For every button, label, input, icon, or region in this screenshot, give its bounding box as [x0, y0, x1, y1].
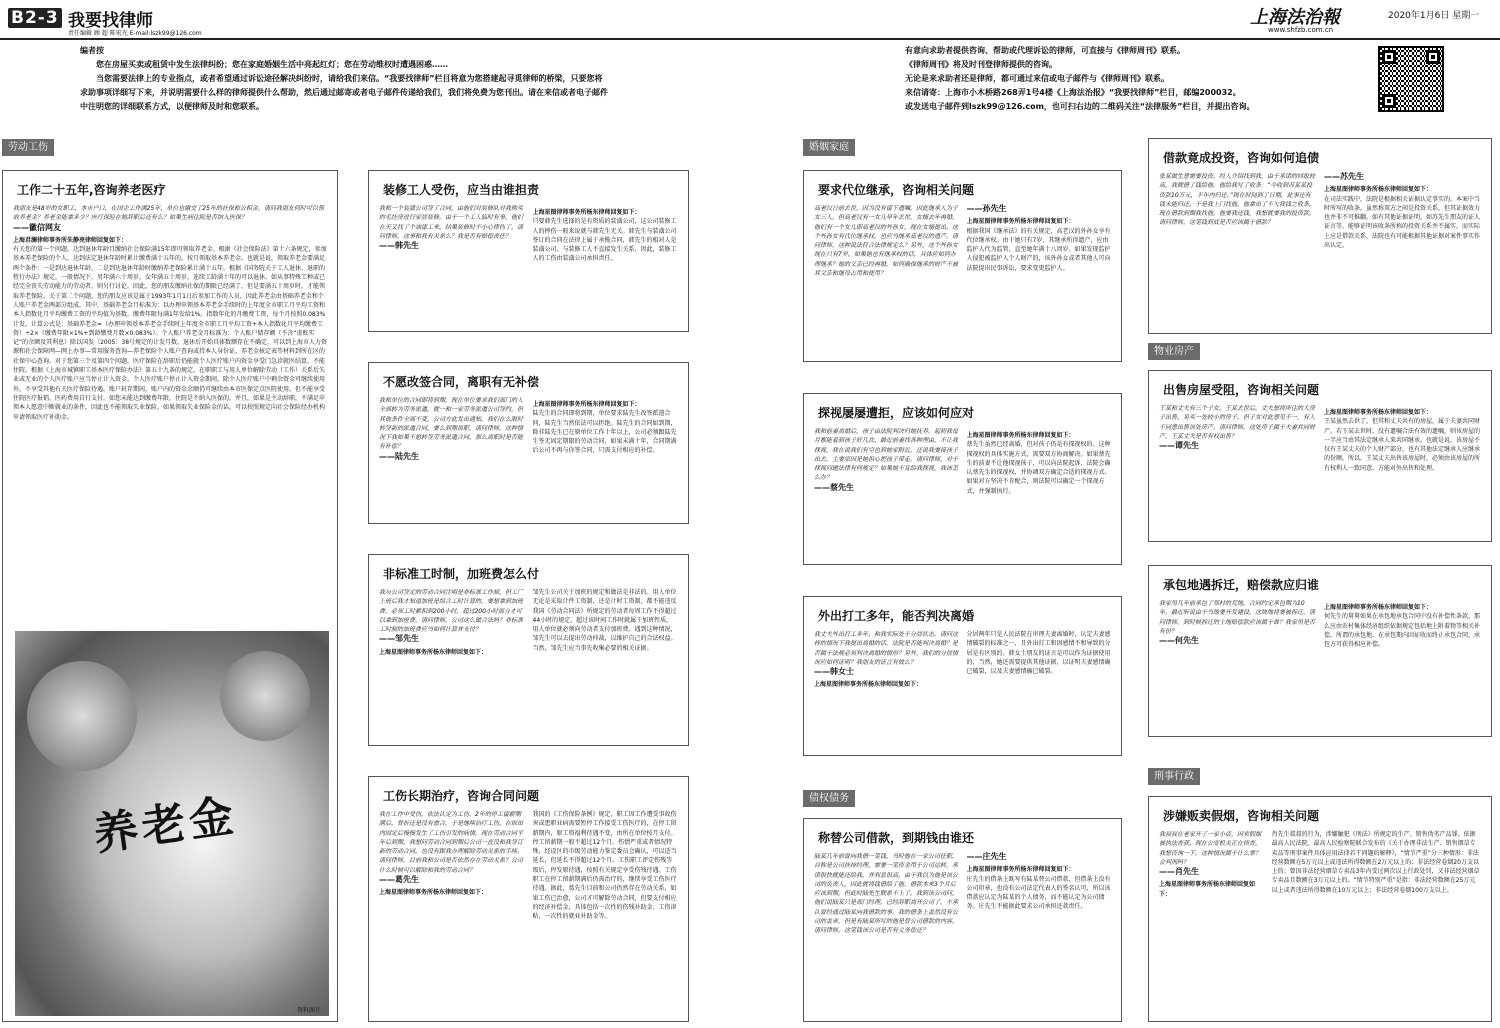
article-body: 邹先生公司关于加班的规定和做法是非法的。用人单位无论是采取计件工资制，还是计时工资制，都不能违反我国《劳动合同法》所规定的劳动者每周工作不得超过44小时的规定，超过该时间工作时就属于加班性质，用人单位就必须向劳动者支付加班费。遇到这种情况，邹先生可以去提出劳动仲裁，以维护自己的合法权益。当然，邹先生应当事先收集必要的相关证据。 [532, 589, 677, 652]
article-body: 庄先生的借条上既写有陆某替公司借款，但借条上没有公司印章，也没有公司法定代表人的签名认可，所以该借款应认定为陆某的个人债务，而不能认定为公司债务。庄先生不能据此要求公司承担还款责任。 [966, 875, 1111, 911]
article-lawyer: 上海星图律师事务所杨东律师回复如下： [379, 889, 488, 897]
article-question: 我和前妻离婚后，孩子由法院判决归她抚养。起初我每月都能看到孩子好几次，最近前妻找各种理由，不让我探视，我在说我们有空也到她家附近，还说我要接孩子出去，主要原因是她担心把孩子带走。请问律师，对于探视问题法律有何规定？如果她不肯给我探视，我该怎么办？ [814, 428, 959, 482]
article-title: 要求代位继承，咨询相关问题 [818, 183, 975, 197]
article-title: 称替公司借款，到期钱由谁还 [818, 831, 975, 845]
article-question: 陆某几年前曾向我借一笔钱，当时他在一家公司任职，自称是公司扶持经理，需要一笔资金用于公司运转，承诺很快就能还给我，并利息很高。由于我以为他是该公司的负责人，因此就将钱借给了他。借款本来3个月后应该到期，但此时陆先生联系不上了，我到该公司问，他们说陆某只是部门经理，已经辞职离开公司了，不承认曾经通过陆某向我借款的事。我的借条上盖然没有公司的盖章，但是有陆某所写的他是替公司借款的内容。请问律师，这笔钱该公司是否有义务偿还？ [814, 853, 959, 935]
article-asker: ——陆先生 [379, 451, 419, 461]
article-asker: ——庄先生 [966, 852, 1007, 861]
article-question: 王某和丈夫有三个子女，王某去世后，丈夫想将所住的大房子出售，另买一处较小的房子。但子女对此意见不一，有人不同意出售该处房产。请问律师，这处房子属于夫妻共同财产，王某丈夫是否有权出售？ [1159, 405, 1316, 440]
editor-line: 责任编辑 顾 超 陈宏光 E-mail:lszk99@126.com [68, 30, 202, 37]
article-question: 我丈夫外出打工多年，和我实际处于分居状态。请问这样的情况下我提出离婚的话，法院是否能判决离婚？是否属于法规必须判决离婚的情形？另外，我们的分居情况应如何证明？我朋友的证言有效么？ [814, 631, 959, 666]
article-divorce [803, 596, 1122, 756]
article-title: 承包地遇拆迁，赔偿款应归谁 [1163, 578, 1320, 592]
article-body: 我国的《工伤保险条例》规定，职工因工作遭受事故伤害或患职业病需要暂停工作接受工伤医疗的，在停工留薪期内，原工资福利待遇不变，由所在单位按月支付。停工留薪期一般不超过12个月。伤情严重或者情况特殊，经设区的市级劳动能力鉴定委员会确认，可以适当延长，但延长不得超过12个月。工伤职工评定伤残等级后，停发原待遇，按照有关规定享受伤残待遇。工伤职工在停工留薪期满后仍需治疗的，继续享受工伤医疗待遇。据此，葛先生目前和公司仍然存在劳动关系，如果工伤已治愈，公司才可解除劳动合同，但要支付相应的经济补偿金，具体包括一次性的伤残补助金、工伤津贴、一次性的就业补助金等。 [532, 811, 677, 921]
article-injury [368, 776, 689, 1022]
article-title: 借款竟成投资，咨询如何追债 [1163, 151, 1320, 165]
article-question: 我叔叔在老家开了一家小店，因卖假烟被执法查获，现在公安机关正在侦查，我想咨询一下，这种情况属于什么罪？会判刑吗？ [1159, 831, 1262, 866]
editor-note [80, 44, 610, 114]
article-asker: ——韩先生 [379, 241, 419, 251]
article-question: 我朋友是48岁的女职工，本市户口，在国企工作满25年，单位也缴交了25年的社保和公积金。请问我朋友何时可以领取养老金？养老金能拿多少？医疗保险在她辞职后还有么？如果生病住院是否纳入医保？ [13, 205, 324, 222]
photo-credit: 资料图片 [296, 1007, 321, 1014]
article-lawyer: 上海君澜律师事务所朱静亮律师回复如下： [13, 236, 128, 244]
article-asker: ——韩女士 [814, 667, 854, 677]
article-asker: ——蔡先生 [814, 482, 854, 492]
article-body: 只要韩先生选择的是有资质的装潢公司，这公司装修工人的摔伤一般来说就与韩先生无关。韩先生与装潢公司签订的合同在法律上属于承揽合同，韩先生的相对人是装潢公司，与装修工人不直接发生关系，因此，装修工人的工伤由装潢公司承担责任。 [532, 218, 677, 263]
article-lawyer: 上海星图律师事务所杨东律师回复如下： [966, 218, 1075, 226]
header-rule [0, 38, 1500, 40]
article-asker: ——何先生 [1159, 636, 1199, 646]
qr-code[interactable] [1378, 46, 1444, 112]
contact-line: 《律师周刊》将及时刊登律师提供的咨询。 [905, 60, 1057, 69]
contact-note [905, 44, 1370, 114]
article-body: 根据我国《继承法》的有关规定，高老汉的外孙女享有代位继承权。由于她只有7岁，其继承所得遗产，应由监护人代为监管，直至她年满十八周岁。如果发现监护人侵犯被监护人个人财产的，该外孙女或者其他人可向法院提出民事诉讼，要求变更监护人。 [966, 227, 1111, 272]
article-title: 探视屡屡遭拒，应该如何应对 [818, 406, 975, 420]
article-body: 王某虽然去世了，但其和丈夫共有的房屋，属于夫妻共同财产。若王某去世时，没有遗嘱合法有效的遗嘱，则该房屋的一半应当由其法定继承人来共同继承。也就是说，该房屋不仅有王某丈夫的个人财产部分，也有其他法定继承人应继承的份额。所以，王某丈夫出售该房屋时，必须由该房屋的所有权利人一致同意，方能对外出售和处理。 [1324, 418, 1481, 472]
article-loan [803, 818, 1122, 1022]
contact-line: 无论是来求助者还是律师，都可通过来信或电子邮件与《律师周刊》联系。 [905, 74, 1169, 83]
article-asker: ——肖先生 [1159, 867, 1199, 877]
page-title: 我要找律师 [68, 11, 153, 31]
article-inheritance [803, 170, 1122, 362]
article-lawyer: 上海星图律师事务所杨东律师回复如下： [1324, 604, 1433, 611]
article-lawyer: 上海星图律师事务所杨东律师回复如下： [814, 681, 923, 689]
article-asker: ——苏先生 [1324, 172, 1364, 181]
article-body: 肖先生叔叔的行为，涉嫌触犯《刑法》所规定的生产、销售伪劣产品罪。依据最高人民法院、最高人民检察院联合发布的《关于办理非法生产、销售烟草专卖品等刑事案件具体应用法律若干问题的解释》，“情节严重”分三种情形：非法经营数额在5万元以上或违法所得数额在2万元以上的；非法经营卷烟20万支以上的；曾因非法经营烟草专卖品3年内受过两次以上行政处罚，又非法经营烟草专卖品且数额在3万元以上的。“情节特别严重”是指：非法经营数额在25万元以上或者违法所得数额在10万元以上；非法经营卷烟100万支以上。 [1271, 831, 1480, 894]
coin-image [220, 651, 310, 741]
article-demolition [1148, 565, 1492, 737]
article-question: 高老汉日前去世，因为没有留下遗嘱，因此继承人为子女三人，但高老汉有一女儿早年去世，女婿去年再婚，他们有一个女儿即高老汉的外孙女，现在女婿提出，这个外孙女有代位继承权，也应当继承高老汉的遗产。请问律师，这种说法符合法律规定么？另外，这个外孙女现在只有7岁，如果她也有继承权的话，具体应如何办理继承？她的父亲已经再婚，如何确保继承的财产不被其父亲和继母占用和使用？ [814, 205, 959, 278]
site-url: www.shfzb.com.cn [1268, 26, 1334, 34]
article-body: 分居两年只是人民法院在审理夫妻离婚时，认定夫妻感情破裂的标准之一，且外出打工和因感情不和导致的分居是有区别的。韩女士朋友的证言是可以作为证据使用的，当然，她还需要提供其他证据，以证明夫妻感情确已破裂，以及夫妻感情确已破裂。 [966, 631, 1111, 676]
article-overtime [368, 554, 689, 746]
section-tag-marriage: 婚姻家庭 [803, 139, 855, 156]
article-title: 外出打工多年，能否判决离婚 [818, 609, 975, 623]
section-tag-criminal: 刑事行政 [1148, 768, 1200, 785]
article-body: 陆先生的合同即将到期，单位要求陆先生改签派遣合同，陆先生当然依法可以拒绝。陆先生的合同如到期，除非陆先生已在原单位工作十年以上，公司必须跟陆先生签无固定期限的劳动合同，如果未满十年，合同期满后公司不再与你签合同，只需支付相应的补偿。 [532, 410, 677, 455]
masthead-logo: 上海法治報 [1250, 7, 1340, 28]
article-title: 工伤长期治疗，咨询合同问题 [383, 789, 540, 803]
section-tag-labor: 劳动工伤 [2, 139, 54, 156]
qr-finder [1382, 50, 1396, 64]
section-tag-property: 物业房产 [1148, 343, 1200, 360]
article-title: 工作二十五年,咨询养老医疗 [17, 183, 166, 197]
article-fake-cigarettes [1148, 796, 1492, 1022]
article-lawyer: 上海星图律师事务所杨东律师回复如下： [1324, 186, 1433, 194]
article-lawyer: 上海星图律师事务所杨东律师回复如下： [532, 209, 641, 216]
contact-line: 有意向求助者提供咨询、帮助或代理诉讼的律师，可直接与《律师周刊》联系。 [905, 46, 1185, 55]
article-asker: ——孙先生 [966, 204, 1007, 213]
contact-line: 或发送电子邮件到lszk99@126.com，也可扫右边的二维码关注“法律服务”栏目，并提出咨询。 [905, 102, 1255, 111]
article-title: 涉嫌贩卖假烟，咨询相关问题 [1163, 809, 1320, 823]
article-lawyer: 上海星图律师事务所杨东律师回复如下： [379, 648, 488, 656]
article-title: 不愿改签合同，离职有无补偿 [383, 375, 540, 389]
article-title: 装修工人受伤，应当由谁担责 [383, 183, 540, 197]
article-question: 我和单位的合同即将到期，现在单位要求我们部门的人全部转为劳务派遣，就一和一家劳务派遣公司签约，但其他条件全部不变，公司方此发出通知，我们在么限时转签新的派遣合同，要么到期离职。请问律师，这种情况下我如果不愿转签劳务派遣合同，那么离职时是否能有补偿？ [379, 397, 524, 451]
article-question: 我和一个装潢公司签了合同，由他们对装修队对我购买的毛坯房进行家居装修。由于一个工人临时有事，他们在天又找了个油漆工来，结果装修时不小心摔伤了。请问律师，这事和我有关系么？我是否有赔偿责任？ [379, 205, 524, 240]
article-pension [2, 170, 338, 1022]
article-lawyer: 上海星图律师事务所杨东律师回复如下： [532, 401, 641, 408]
qr-finder [1426, 50, 1440, 64]
article-asker: ——邹先生 [379, 634, 419, 644]
article-house-sale [1148, 370, 1492, 542]
section-tag-debt: 债权债务 [803, 790, 855, 807]
editor-note-line: 当您需要法律上的专业指点，或者希望通过诉讼途径解决纠纷时，请给我们来信。“我要找律师”栏目将意为您搭建起寻觅律师的桥梁，只要您将求助事项详细写下来，并说明需要什么样的律师提供什么帮助，然后通过邮寄或者电子邮件传递给我们，我们将免费为您刊出。请在来信或者电子邮件中注明您的详细联系方式，以便律师及时和您联系。 [80, 74, 608, 111]
page-number: B2-3 [8, 8, 62, 28]
article-body: 有关您的第一个问题，达到退休年龄且缴纳社会保险满15年即可领取养老金。根据《社会保险法》第十六条规定，参加基本养老保险的个人，达到法定退休年龄时累计缴费满十五年的，按月领取基本养老金。也就是说，领取养老金要满足两个条件：一是到达退休年龄，二是到达退休年龄时缴纳养老保险累计满十五年。根据《国务院关于工人退休、退职的暂行办法》规定，一般情况下，男年满六十周岁，女年满五十周岁，连续工龄满十年的可以退休。如从事特殊工种或已经完全丧失劳动能力的劳动者，则另行讨论。因此，您的朋友缴纳社保的期限已经满了，但是要满五十周岁时，才能领取养老保险。关于第二个问题，您的朋友应该是属于1993年1月1日后参加工作的人员，因此养老金由基础养老金和个人账户养老金两部分组成。其中，基础养老金月标准为：以办理申领基本养老金手续时的上年度全市职工月平均工资和本人指数化月平均缴费工资的平均值为基数，缴费年限每满1年发给1%。指数年化的月缴费工资，每个月按照0.083%计发。计算公式是：基础养老金=（办理申领基本养老金手续时上年度全市职工月平均工资+本人指数化月平均缴费工资）÷2×（缴费年限×1%+到龄缴费月数×0.083%）。个人账户养老金月标准为：个人账户储存额（不含“虚账实记”的余额及其利息）除以国发〔2005〕38号规定的计发月数。退休后开始具体数额存在不确定，可以到上海市人力资源和社会保障网—网上办事—常用服务查询—养老保险个人账户查询或持本人身份证、养老金核定表等材料到所在区的社保中心查询。对于您第三个及第四个问题，医疗保险在辞职后仍能就个人医疗账户内资金享受门急诊就医结算，不能住院。根据《上海市城镇职工基本医疗保险办法》第五十九条的规定，在职职工与用人单位解除劳动（工作）关系后失业或无业的个人医疗账户应当停止计入资金。个人医疗账户停止计入资金期间，除个人医疗账户中剩余资金可继续使用外，不享受其他有关医疗保险待遇。账户封存期间，账户内的资金余额仍可继续由本市医保定点医院使用，但不能享受住院医疗报销，医药费用自行支付。如您未能达到缴费年限，住院是不纳入医保的。并且，如果是主动辞职，不满足申领本人愿意中断就业的条件，因此也不能领取失业保险。如果领取失业保险金的话，可以按照规定向社会保险经办机构申请领取医疗补助金。 [13, 246, 327, 421]
article-renovation [368, 170, 689, 332]
article-lawyer: 上海星图律师事务所杨东律师回复如下： [966, 432, 1075, 439]
article-asker: ——葛先生 [379, 875, 419, 885]
pension-photo [15, 631, 329, 1016]
article-title: 出售房屋受阻，咨询相关问题 [1163, 383, 1320, 397]
article-question: 我与公司签定的劳动合同注明是非标准工作制，但工厂上班后我才知道加班是综合工时计算的，要想拿到加班费，必须工时累积到200小时，超过200小时部分才可以拿到加班费。请问律师，公司这么做合法吗？非标准工时制的加班费应当如何计算并支付？ [379, 589, 524, 634]
photo-caption-text: 养老金 [90, 790, 241, 861]
article-visitation [803, 393, 1122, 565]
article-question: 我在工作中受伤，依法认定为工伤。2年的停工留薪期满后，骨折还是没有愈合，于是继续治疗工伤，在取出内固定后慢慢发生了工伤引发的病情。现在劳动合同半年后到期，我想问劳动合同到期后公司一直没和我签订新的劳动合同，也没有跟我办理解除劳动关系的手续。请问律师，目前我和公司是否依然存在劳动关系？公司什么时候可以解除和我的劳动合同？ [379, 811, 524, 874]
article-question: 张某做生意需要投资，经人介绍找到我，由于承诺的回报较高，我就借了钱给他，他给我写了收条：“今收到苏某某投资款10万元，半年内归还。”现在时间到了日期，此事还有钱未能归还，于是我上门找他，他拿出了不欠我钱之收条，现在借款到期我找他，他要我还钱，我想就要我的投资款。请问律师，这笔钱到底是否应该属于借款？ [1159, 173, 1316, 227]
article-investment [1148, 138, 1492, 334]
article-asker: ——谭先生 [1159, 441, 1199, 451]
article-lawyer: 上海星图律师事务所杨东律师回复如下： [1324, 409, 1433, 416]
article-body: 在司法实践中，法院是根据相关证据认定事实的。本案中当时所写的收条，虽然称双方之间是投资关系，但其证据效力也并非不可推翻。如有其他证据证明，如苏先生朋友的证人证言等，能够证明该收条所称的投资关系并不属实，而实际上应是借款关系，法院也有可能根据其他证据对案件事实作出认定。 [1324, 195, 1481, 250]
article-asker: ——徽信网友 [13, 222, 61, 232]
issue-date: 2020年1月6日 星期一 [1388, 11, 1480, 21]
article-title: 非标准工时制，加班费怎么付 [383, 567, 540, 581]
editor-note-label: 编者按 [80, 46, 104, 55]
coin-image [27, 661, 137, 771]
contact-line: 来信请寄：上海市小木桥路268弄1号4楼《上海法治报》“我要找律师”栏目，邮编200032。 [905, 88, 1241, 97]
qr-finder [1382, 94, 1396, 108]
article-lawyer: 上海星图律师事务所杨东律师回复如下： [1159, 881, 1256, 898]
article-question: 我家男几年前承包了邻村的荒地，合同约定承包期为10年。最近听说由于当地要开发建设，这块地将要被拆迁。请问律师，到时候拆迁的土地赔偿款应该属于谁？我家男是否有份？ [1159, 600, 1316, 635]
article-body: 何先生的舅舅如果在承包地承包合同中没有补偿性条款，那么应由农村集体经济组织依据规定包括地上附着物等相关补偿。所谓的承包地，在承包期内因征收而终止承包合同，承包方可获得相应补偿。 [1324, 613, 1481, 649]
editor-note-line: 您在房屋买卖或租赁中发生法律纠纷；您在家庭婚姻生活中亮起红灯；您在劳动维权时遭遇困惑…… [96, 60, 448, 69]
article-contract [368, 362, 689, 524]
article-lawyer: 上海星图律师事务所杨东律师回复如下： [966, 866, 1075, 874]
article-body: 蔡先生虽然已经离婚，但对孩子仍是有探视权的。这种探视权的具体实施方式，需要双方协商解决。如果蔡先生的前妻不让他探视孩子，可以向法院起诉，法院会确认蔡先生的探视权，并协调双方确定合适的探视方式。如果对方坚决不肯配合，则法院可以确定一个探视方式，并强制执行。 [966, 441, 1111, 495]
